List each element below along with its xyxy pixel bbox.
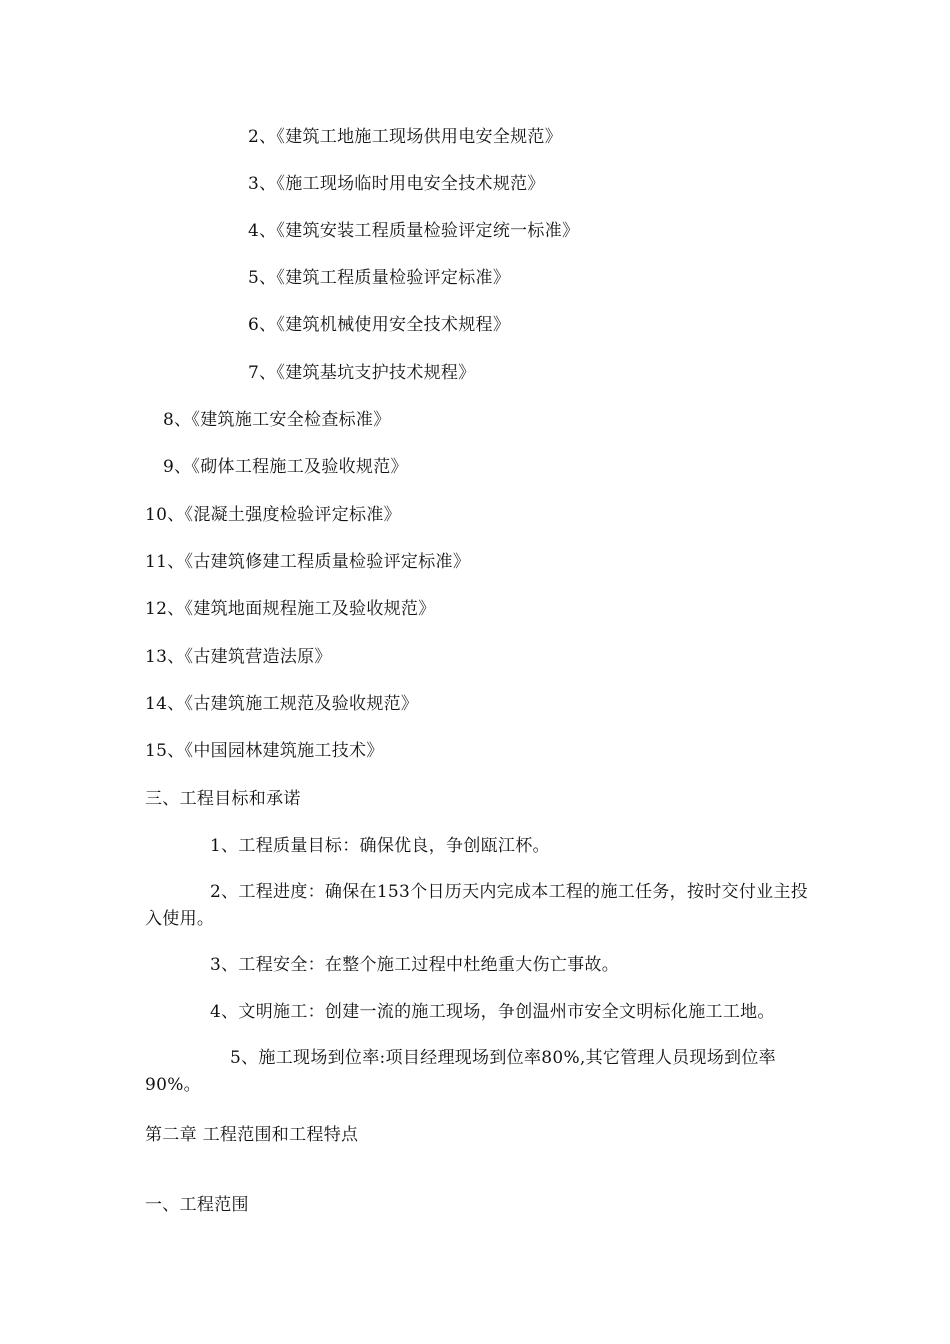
standard-item-2: 2、《建筑工地施工现场供用电安全规范》: [248, 127, 563, 147]
standard-item-11: 11、《古建筑修建工程质量检验评定标准》: [145, 552, 471, 572]
standard-item-7: 7、《建筑基坑支护技术规程》: [248, 363, 476, 383]
standard-item-9: 9、《砌体工程施工及验收规范》: [163, 457, 408, 477]
standard-item-5: 5、《建筑工程质量检验评定标准》: [248, 268, 511, 288]
standard-item-8: 8、《建筑施工安全检查标准》: [163, 410, 391, 430]
standard-item-15: 15、《中国园林建筑施工技术》: [145, 741, 384, 761]
standard-item-6: 6、《建筑机械使用安全技术规程》: [248, 315, 511, 335]
goal-quality: 1、工程质量目标：确保优良，争创瓯江杯。: [210, 836, 550, 856]
standard-item-14: 14、《古建筑施工规范及验收规范》: [145, 694, 419, 714]
section-heading-scope: 一、工程范围: [145, 1195, 249, 1215]
goal-civilized-construction: 4、文明施工：创建一流的施工现场，争创温州市安全文明标化施工工地。: [210, 1002, 775, 1022]
standard-item-13: 13、《古建筑营造法原》: [145, 647, 332, 667]
goal-onsite-rate: 5、施工现场到位率:项目经理现场到位率80%,其它管理人员现场到位率90%。: [145, 1048, 776, 1095]
goal-safety: 3、工程安全：在整个施工过程中杜绝重大伤亡事故。: [210, 955, 620, 975]
standard-item-12: 12、《建筑地面规程施工及验收规范》: [145, 599, 436, 619]
standard-item-10: 10、《混凝土强度检验评定标准》: [145, 505, 401, 525]
standard-item-4: 4、《建筑安装工程质量检验评定统一标准》: [248, 221, 580, 241]
section-heading-goals: 三、工程目标和承诺: [145, 789, 301, 809]
chapter-heading: 第二章 工程范围和工程特点: [145, 1125, 359, 1145]
goal-schedule: 2、工程进度：确保在153个日历天内完成本工程的施工任务，按时交付业主投入使用。: [145, 882, 809, 929]
standard-item-3: 3、《施工现场临时用电安全技术规范》: [248, 174, 545, 194]
